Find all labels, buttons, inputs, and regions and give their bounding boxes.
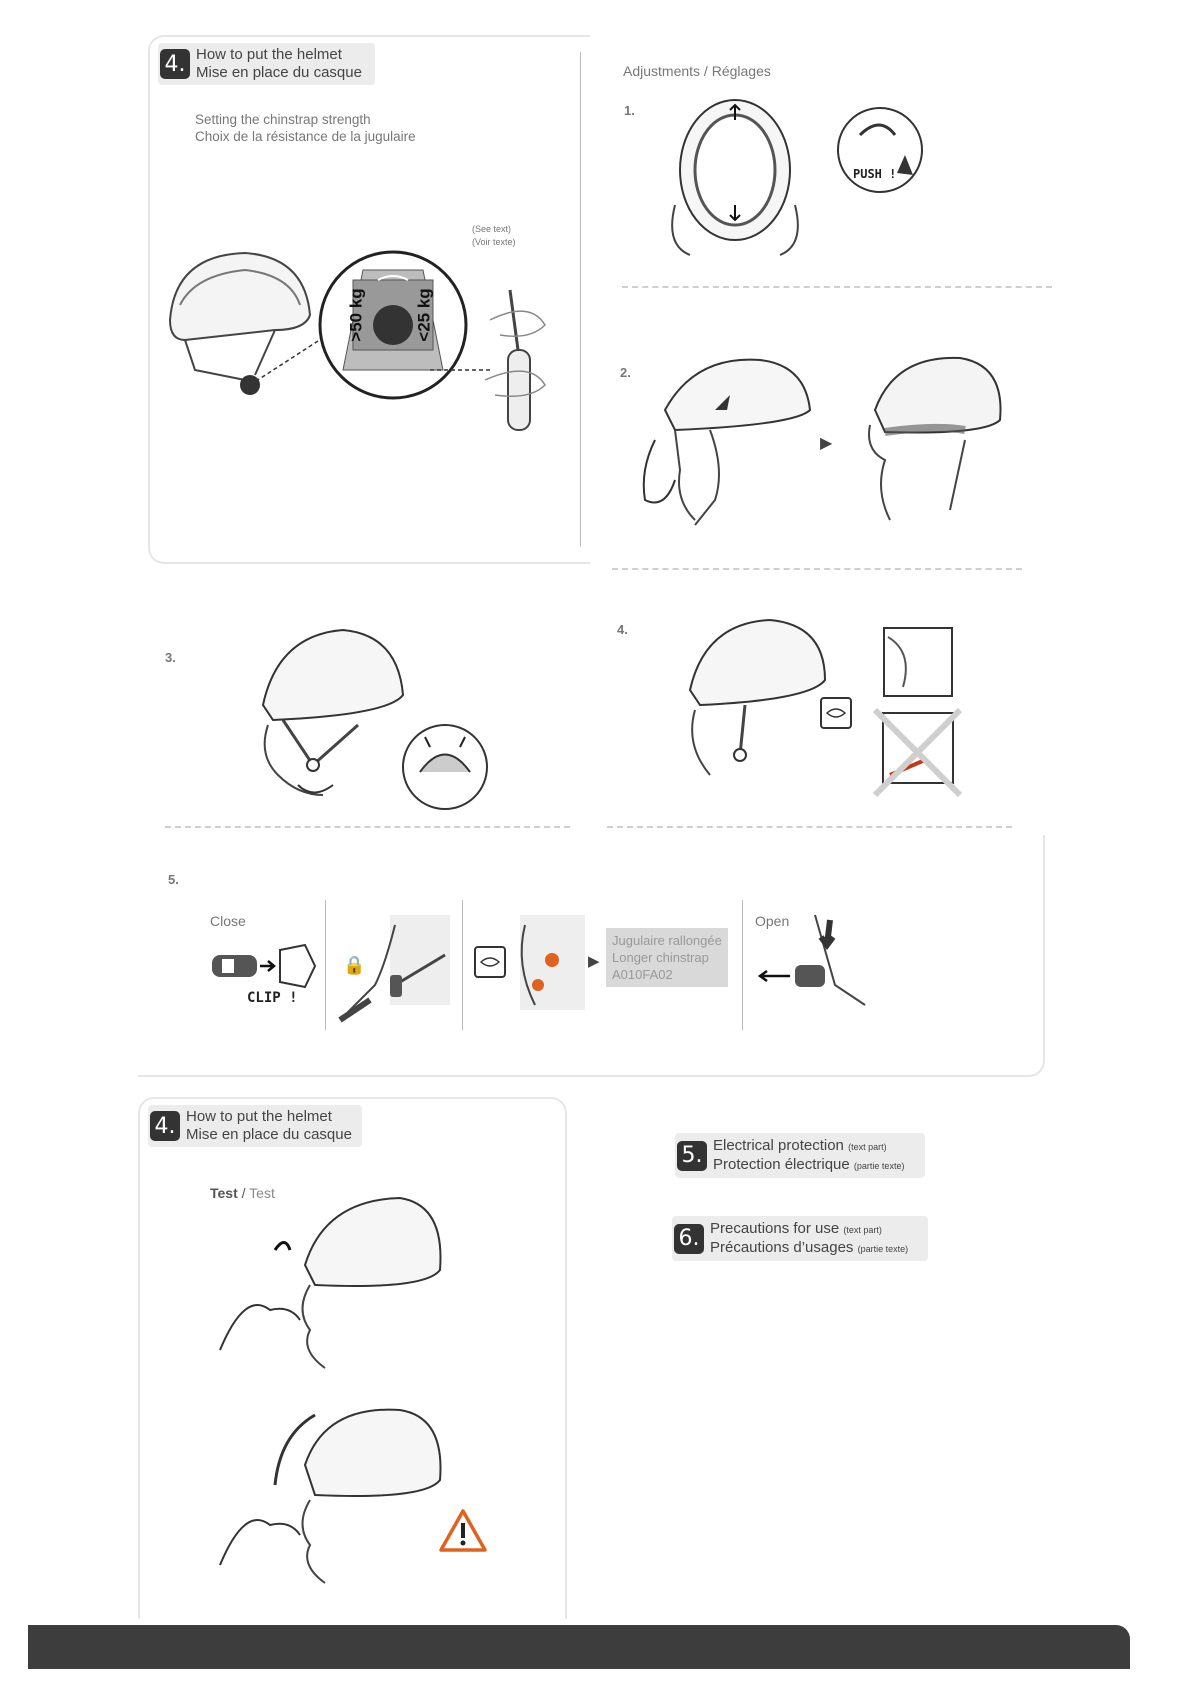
section-title-en-note: (text part) (843, 1224, 882, 1235)
see-text-fr: (Voir texte) (472, 237, 516, 247)
separator-dashes-1 (622, 286, 1052, 288)
adjustments-heading: Adjustments / Réglages (623, 63, 771, 79)
close-label: Close (210, 913, 246, 929)
test-label-fr: Test (249, 1185, 275, 1201)
correct-fit-thumbnail (883, 627, 953, 697)
buckle-clip-illustration (210, 945, 320, 995)
step-1-number: 1. (624, 103, 635, 118)
clip-label: CLIP ! (247, 990, 298, 1006)
section-title-fr: Mise en place du casque (196, 64, 362, 81)
section-tag-4 (158, 43, 375, 85)
section-tag-4-test (148, 1105, 362, 1147)
see-text-en: (See text) (472, 224, 512, 234)
test-label-bold: Test (210, 1185, 238, 1201)
separator-dashes-3 (165, 826, 570, 828)
screwdriver-illustration (430, 290, 550, 450)
lock-icon: 🔒 (343, 955, 366, 975)
section-title-en: How to put the helmet (196, 46, 342, 63)
subtitle-en: Setting the chinstrap strength (195, 112, 371, 127)
section-title-fr: Précautions d’usages (710, 1238, 854, 1256)
note-line-3: A010FA02 (612, 967, 673, 982)
note-line-2: Longer chinstrap (612, 950, 709, 965)
arrow-right-icon: ▶ (588, 953, 600, 970)
fasten-buckle-illustration (335, 915, 450, 1025)
section-number: 4. (150, 1111, 180, 1141)
chinstrap-adjust-illustration (258, 625, 408, 805)
test-separator: / (237, 1185, 250, 1201)
section-tag-6 (672, 1216, 928, 1261)
section-title-fr: Mise en place du casque (186, 1126, 352, 1143)
eye-check-icon (820, 697, 852, 729)
section-tag-5 (675, 1133, 925, 1178)
helmet-check-illustration (685, 615, 830, 785)
divider-vertical (580, 52, 581, 547)
longer-chinstrap-note (606, 928, 728, 987)
section-title-en: Electrical protection (713, 1136, 844, 1154)
section-title-fr-note: (partie texte) (853, 1160, 905, 1171)
step-4-number: 4. (617, 622, 628, 637)
warning-icon (438, 1508, 488, 1553)
section-title-en: Precautions for use (710, 1219, 840, 1237)
subtitle-fr: Choix de la résistance de la jugulaire (195, 129, 416, 144)
section-title-en: How to put the helmet (186, 1108, 332, 1125)
helmet-on-head-adjust-illustration (635, 350, 815, 530)
chin-buckle-illustration (510, 915, 585, 1010)
step-2-number: 2. (620, 365, 631, 380)
arrow-right-icon: ▶ (820, 435, 833, 452)
strength-lt25-label: <25 kg (414, 288, 434, 342)
eye-check-icon (474, 946, 506, 978)
helmet-top-view-illustration (665, 95, 805, 260)
push-label: PUSH ! (853, 167, 897, 181)
strength-gt50-label: >50 kg (346, 288, 366, 342)
step-3-number: 3. (165, 650, 176, 665)
incorrect-fit-thumbnail (870, 705, 965, 800)
buckle-open-illustration (755, 915, 865, 1005)
push-magnifier (835, 105, 925, 195)
step-5-number: 5. (168, 872, 179, 887)
test-helmet-illustration-2 (215, 1405, 445, 1585)
section-number: 6. (674, 1224, 704, 1254)
helmet-on-head-side-illustration (855, 350, 1005, 530)
step-5-divider-3 (742, 900, 743, 1030)
section-title-fr: Protection électrique (713, 1155, 850, 1173)
separator-dashes-2 (612, 568, 1022, 570)
test-helmet-illustration-1 (215, 1190, 445, 1370)
step-5-divider-1 (325, 900, 326, 1030)
footer-bar (28, 1625, 1130, 1669)
strap-detail-magnifier (400, 722, 490, 812)
note-line-1: Jugulaire rallongée (612, 933, 722, 948)
step-5-divider-2 (462, 900, 463, 1030)
section-number: 5. (677, 1141, 707, 1171)
section-number: 4. (160, 49, 190, 79)
section-title-en-note: (text part) (848, 1141, 887, 1152)
separator-dashes-4 (607, 826, 1012, 828)
open-label: Open (755, 913, 790, 929)
section-title-fr-note: (partie texte) (857, 1243, 909, 1254)
